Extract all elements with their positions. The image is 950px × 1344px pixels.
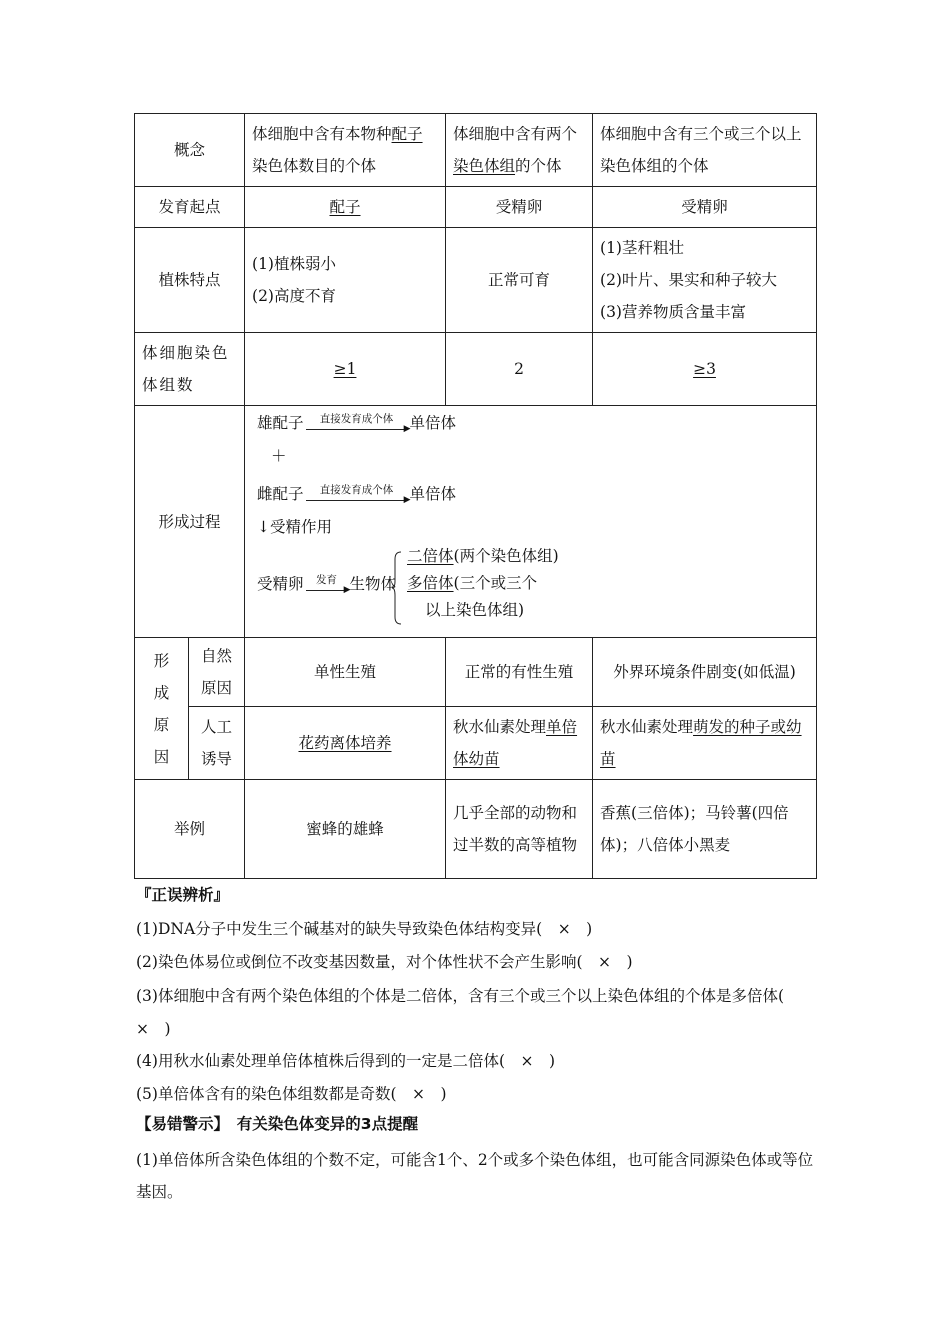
judge-title: 『正误辨析』	[136, 886, 230, 904]
label-traits: 植株特点	[135, 228, 245, 333]
example-polyploid: 香蕉(三倍体)；马铃薯(四倍体)；八倍体小黑麦	[593, 780, 817, 879]
polyploid-branch: 多倍体(三个或三个	[407, 574, 538, 592]
sets-haploid: ≥1	[245, 333, 446, 406]
artificial-haploid: 花药离体培养	[245, 707, 446, 780]
concept-polyploid: 体细胞中含有三个或三个以上染色体组的个体	[593, 114, 817, 187]
brace-icon	[392, 551, 402, 625]
judge-item-2: (2)染色体易位或倒位不改变基因数量，对个体性状不会产生影响( × )	[136, 953, 633, 971]
row-concept	[135, 114, 817, 187]
natural-diploid: 正常的有性生殖	[446, 638, 593, 707]
tip-title: 有关染色体变异的3点提醒	[236, 1115, 419, 1133]
process-diagram	[245, 406, 817, 638]
concept-haploid: 体细胞中含有本物种配子染色体数目的个体	[245, 114, 446, 187]
male-line: 雄配子 直接发育成个体 ▶ 单倍体	[257, 412, 457, 434]
sets-polyploid: ≥3	[593, 333, 817, 406]
traits-diploid: 正常可育	[446, 228, 593, 333]
origin-diploid: 受精卵	[446, 187, 593, 228]
row-process	[135, 406, 817, 638]
female-line: 雌配子 直接发育成个体 ▶ 单倍体	[257, 483, 457, 505]
label-concept: 概念	[135, 114, 245, 187]
judge-item-4: (4)用秋水仙素处理单倍体植株后得到的一定是二倍体( × )	[136, 1052, 556, 1070]
example-haploid: 蜜蜂的雄蜂	[245, 780, 446, 879]
origin-polyploid: 受精卵	[593, 187, 817, 228]
row-sets	[135, 333, 817, 406]
artificial-polyploid: 秋水仙素处理萌发的种子或幼苗	[593, 707, 817, 780]
zygote-line: 受精卵 发育 ▶ 生物体	[257, 573, 397, 595]
natural-haploid: 单性生殖	[245, 638, 446, 707]
label-origin: 发育起点	[135, 187, 245, 228]
arrow-right-icon: 直接发育成个体 ▶	[306, 419, 408, 430]
label-process: 形成过程	[135, 406, 245, 638]
row-origin	[135, 187, 817, 228]
arrow-right-icon: 发育 ▶	[306, 580, 348, 591]
traits-haploid: (1)植株弱小 (2)高度不育	[245, 228, 446, 333]
concept-diploid: 体细胞中含有两个染色体组的个体	[446, 114, 593, 187]
polyploid-branch-cont: 以上染色体组)	[425, 601, 525, 619]
tip-heading	[136, 1113, 418, 1135]
diploid-branch: 二倍体(两个染色体组)	[407, 547, 559, 565]
plus-sign: ＋	[271, 447, 287, 465]
label-artificial: 人工诱导	[189, 707, 245, 780]
example-diploid: 几乎全部的动物和过半数的高等植物	[446, 780, 593, 879]
arrow-right-icon: 直接发育成个体 ▶	[306, 490, 408, 501]
label-cause: 形成原因	[135, 638, 189, 780]
fertilization-label: ↓受精作用	[257, 518, 333, 536]
ploidy-comparison-table	[134, 113, 817, 879]
row-cause-artificial	[135, 707, 817, 780]
origin-haploid: 配子	[245, 187, 446, 228]
row-example	[135, 780, 817, 879]
label-natural: 自然原因	[189, 638, 245, 707]
natural-polyploid: 外界环境条件剧变(如低温)	[593, 638, 817, 707]
judge-item-5: (5)单倍体含有的染色体组数都是奇数( × )	[136, 1085, 447, 1103]
sets-diploid: 2	[446, 333, 593, 406]
judge-item-1: (1)DNA分子中发生三个碱基对的缺失导致染色体结构变异( × )	[136, 920, 593, 938]
label-sets: 体细胞染色体组数	[135, 333, 245, 406]
row-traits	[135, 228, 817, 333]
judge-item-3: (3)体细胞中含有两个染色体组的个体是二倍体，含有三个或三个以上染色体组的个体是多倍体( × )	[136, 987, 800, 1038]
artificial-diploid: 秋水仙素处理单倍体幼苗	[446, 707, 593, 780]
row-cause-natural	[135, 638, 817, 707]
label-example: 举例	[135, 780, 245, 879]
tip-paragraph-1: (1)单倍体所含染色体组的个数不定，可能含1个、2个或多个染色体组，也可能含同源染色体或等位基因。	[136, 1151, 814, 1201]
tip-tag: 【易错警示】	[136, 1115, 222, 1133]
traits-polyploid: (1)茎秆粗壮 (2)叶片、果实和种子较大 (3)营养物质含量丰富	[593, 228, 817, 333]
